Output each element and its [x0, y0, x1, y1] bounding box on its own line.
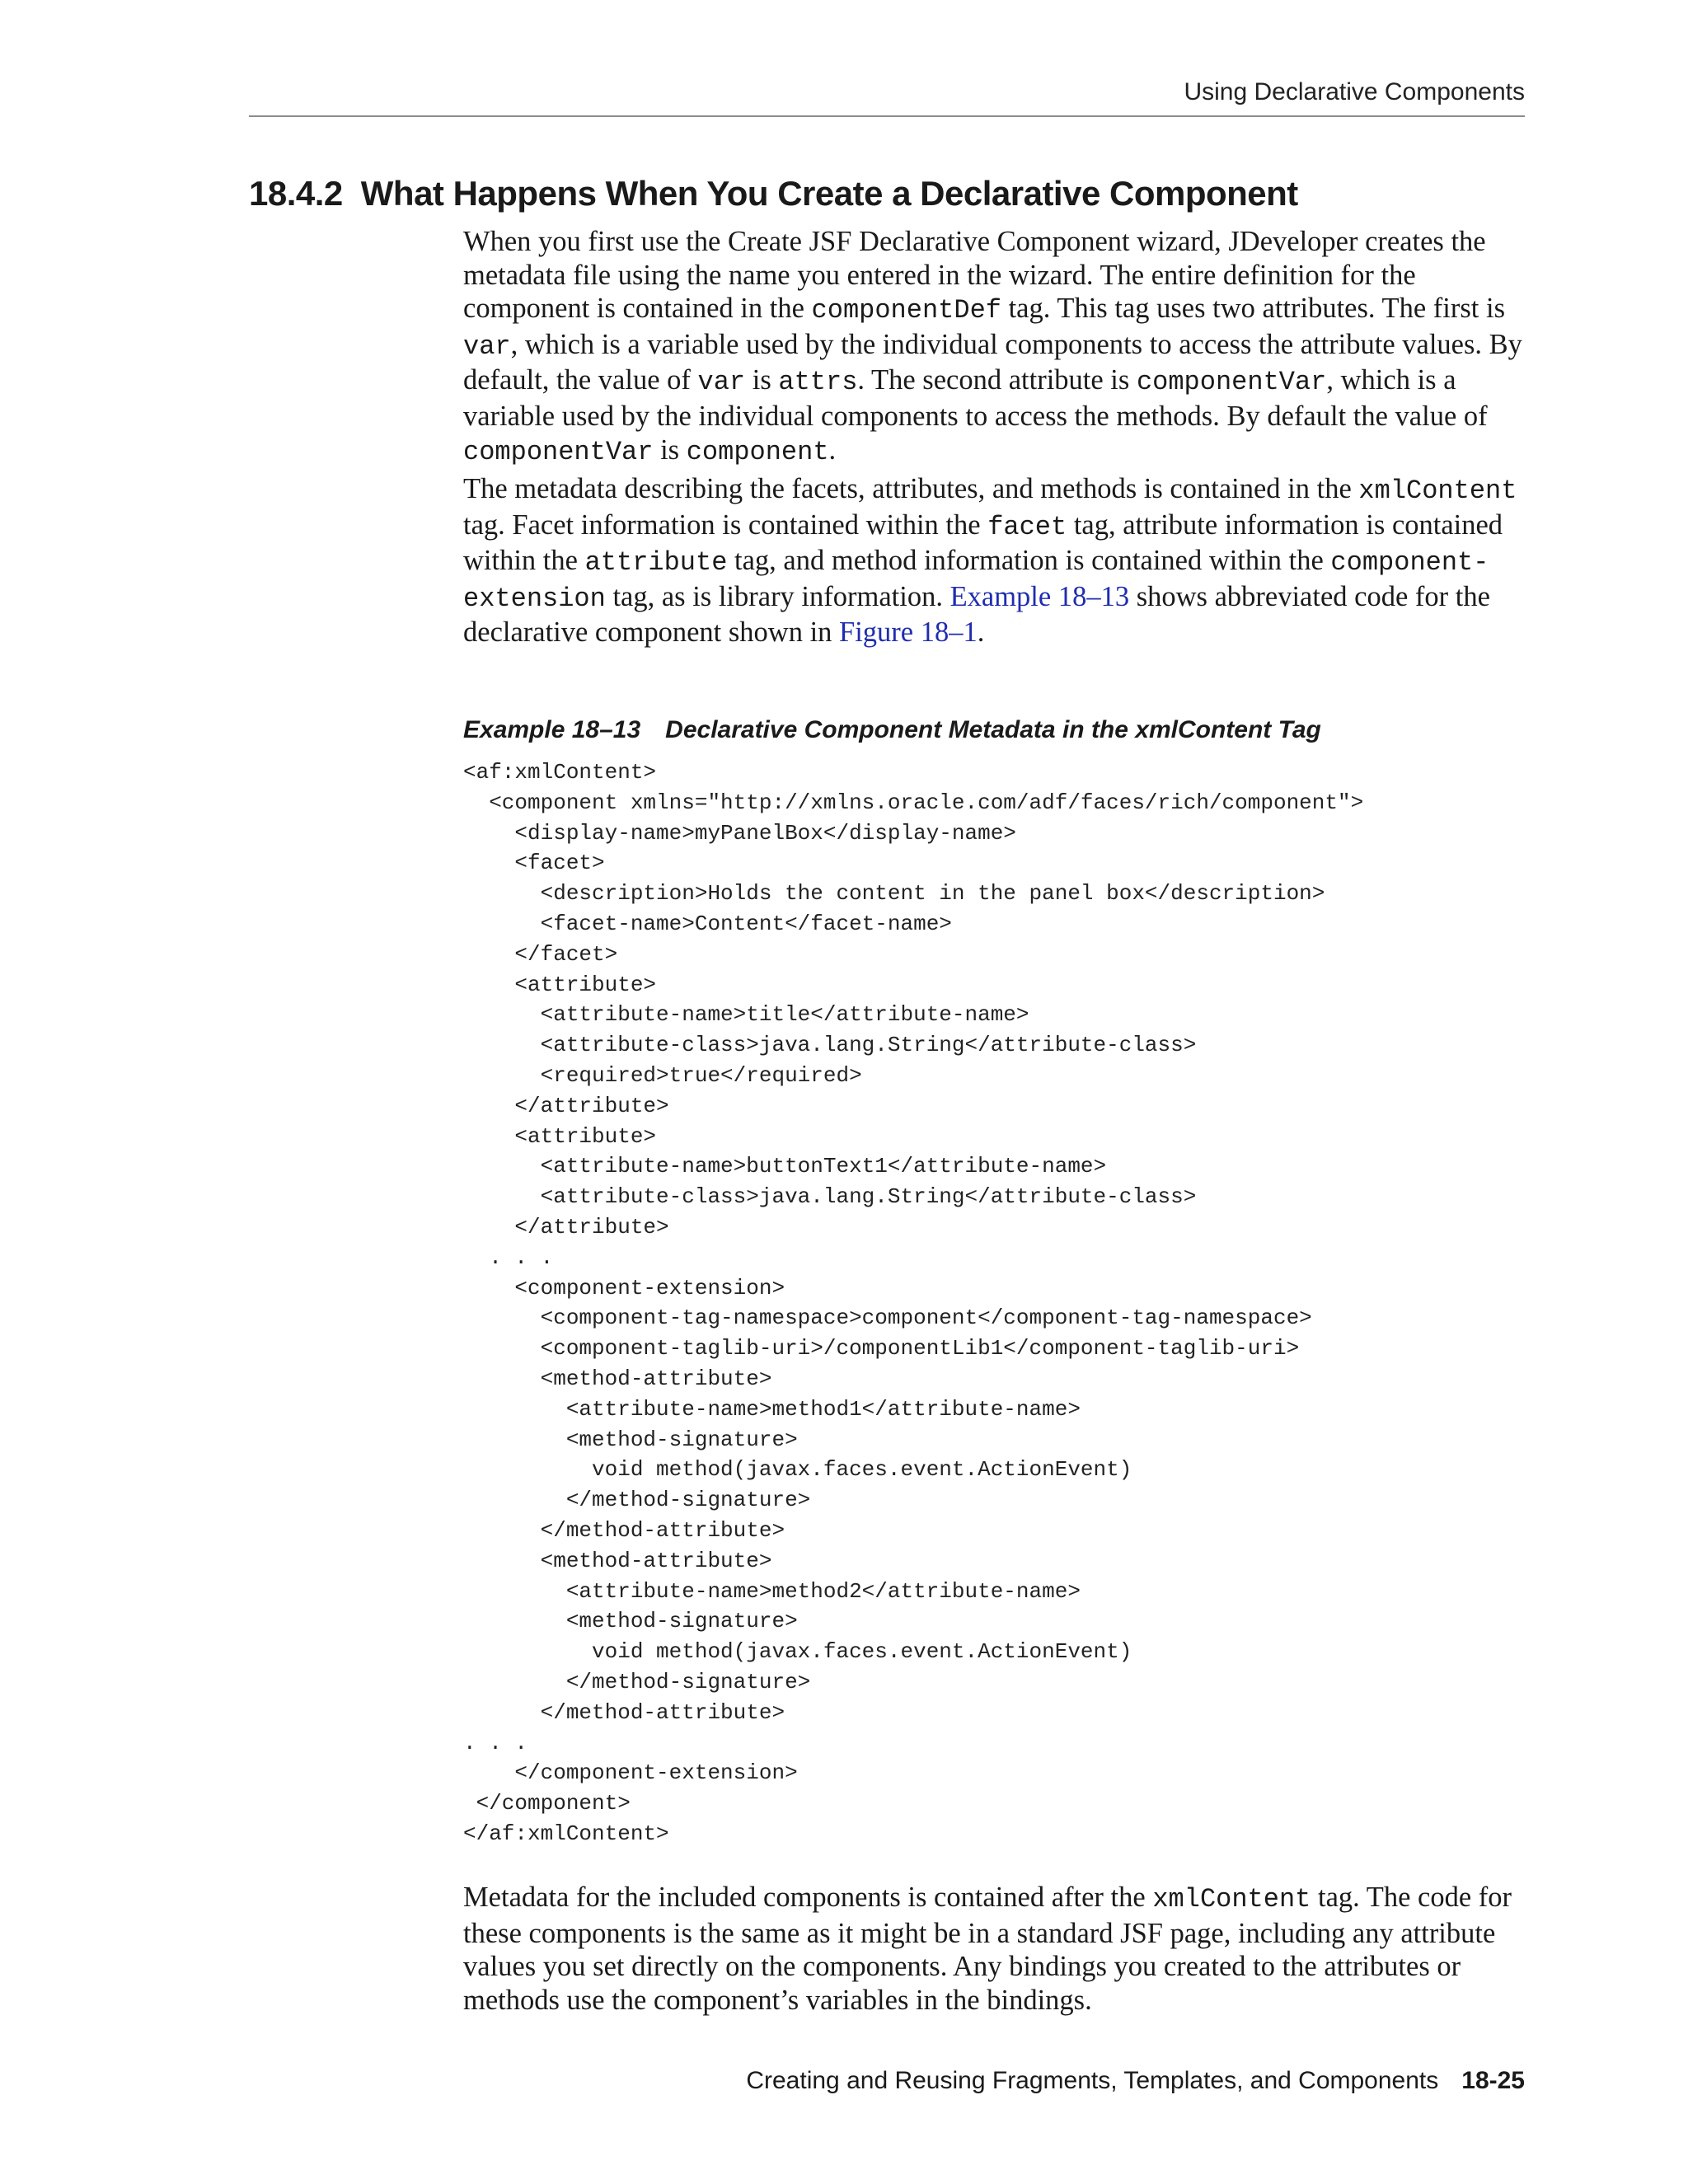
- code-listing: <af:xmlContent> <component xmlns="http://xmlns.oracle.com/adf/faces/rich/component"> <display-name>myPanelBox</display-name> <facet> <description>Holds the content in the panel box</description> <facet-name>Content</facet-name> </facet> <attribute> <attribute-name>title</attribute-name> <attribute-class>java.lang.String</attribute-class> <required>true</required> </attribute> <attribute> <attribute-name>buttonText1</attribute-name> <attribute-class>java.lang.String</attribute-class> </attribute> . . . <component-extension> <component-tag-namespace>component</component-tag-namespace> <component-taglib-uri>/componentLib1</component-taglib-uri> <method-attribute> <attribute-name>method1</attribute-name> <method-signature> void method(javax.faces.event.ActionEvent) </method-signature> </method-attribute> <method-attribute> <attribute-name>method2</attribute-name> <method-signature> void method(javax.faces.event.ActionEvent) </method-signature> </method-attribute> . . . </component-extension> </component> </af:xmlContent>: [463, 760, 1364, 1846]
- paragraph-3: [463, 1881, 1526, 2017]
- running-header: [249, 73, 1525, 117]
- inline-code: componentVar: [1136, 367, 1327, 398]
- page-footer: [249, 2063, 1525, 2099]
- text-run: tag, attribute information is contained within the: [463, 509, 1503, 577]
- paragraph-2-text: [463, 472, 1526, 649]
- paragraph-2: [463, 472, 1526, 649]
- text-run: tag. This tag uses two attributes. The first is: [1001, 293, 1505, 325]
- paragraph-1-text: [463, 225, 1526, 469]
- inline-code: attrs: [778, 367, 858, 398]
- inline-code: xmlContent: [1358, 476, 1517, 506]
- text-run: is: [653, 434, 687, 466]
- footer-book-title: Creating and Reusing Fragments, Templates, and Components: [746, 2067, 1439, 2094]
- inline-code: facet: [987, 511, 1067, 542]
- text-run: tag. The code for these components is the same as it might be in a standard JSF page, including any attribute values you set directly on the components. Any bindings you created to the attributes or methods use the component’s variables in the bindings.: [463, 1882, 1512, 2016]
- text-run: . The second attribute is: [857, 364, 1137, 396]
- section-title: What Happens When You Create a Declarative Component: [360, 174, 1298, 213]
- footer-page-number: 18-25: [1461, 2067, 1525, 2094]
- inline-code: component: [686, 436, 829, 467]
- inline-code: var: [697, 367, 746, 398]
- inline-code: component-extension: [463, 547, 1489, 614]
- section-heading: [249, 171, 1298, 217]
- text-run: tag. Facet information is contained within the: [463, 509, 988, 541]
- inline-code: var: [463, 330, 511, 362]
- section-number: 18.4.2: [249, 174, 343, 213]
- example-title: Declarative Component Metadata in the xmlContent Tag: [665, 716, 1321, 743]
- inline-code: attribute: [584, 547, 728, 579]
- text-run: tag, as is library information.: [605, 580, 950, 612]
- text-run: is: [745, 364, 779, 396]
- example-number: Example 18–13: [463, 716, 641, 743]
- running-header-title: Using Declarative Components: [1184, 78, 1525, 105]
- text-run: .: [828, 434, 837, 466]
- example-caption: [463, 714, 1321, 747]
- text-run: , which is a variable used by the individual components to access the methods. By default the value of: [463, 364, 1488, 432]
- text-run: shows abbreviated code for the declarative component shown in: [463, 580, 1490, 649]
- text-run: The metadata describing the facets, attributes, and methods is contained in the: [463, 473, 1359, 504]
- text-run: tag, and method information is contained within the: [727, 545, 1331, 577]
- inline-code: xmlContent: [1152, 1884, 1311, 1915]
- text-run: , which is a variable used by the individual components to access the attribute values. By default, the value of: [463, 328, 1522, 396]
- paragraph-1: [463, 225, 1526, 469]
- figure-link[interactable]: Figure 18–1: [839, 616, 978, 649]
- paragraph-3-text: [463, 1881, 1526, 2017]
- text-run: .: [977, 616, 985, 649]
- inline-code: componentVar: [463, 436, 654, 467]
- text-run: Metadata for the included components is contained after the: [463, 1882, 1153, 1913]
- example-link[interactable]: Example 18–13: [950, 580, 1130, 612]
- inline-code: componentDef: [811, 295, 1001, 326]
- text-run: When you first use the Create JSF Declarative Component wizard, JDeveloper creates the metadata file using the name you entered in the wizard. The entire definition for the component is contained in the: [463, 226, 1486, 325]
